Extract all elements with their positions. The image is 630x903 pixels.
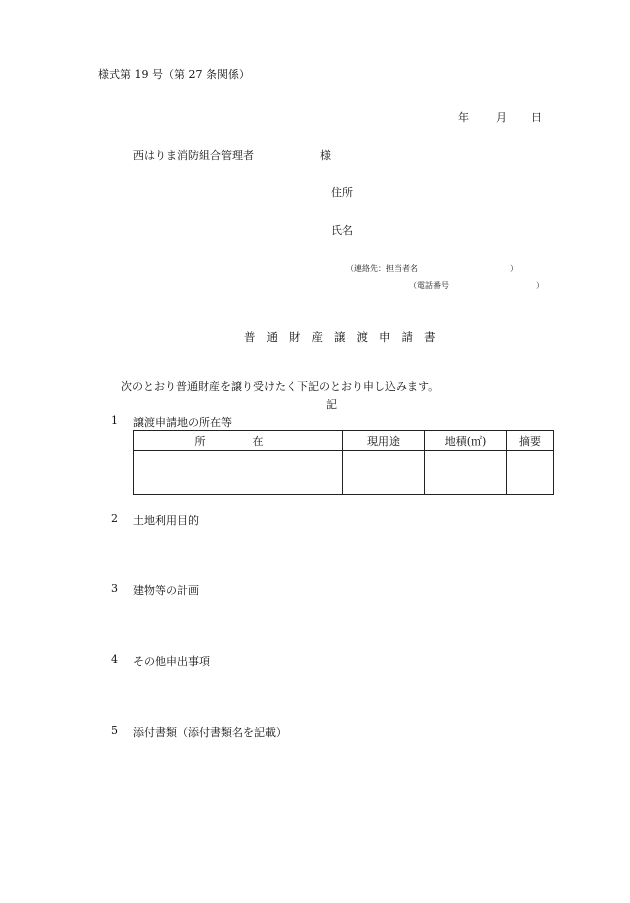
phone-close: ） — [536, 281, 544, 290]
header-location: 所 在 — [134, 431, 343, 451]
intro-text: 次のとおり普通財産を譲り受けたく下記のとおり申し込みます。 — [121, 380, 440, 393]
section-4-number: 4 — [111, 653, 118, 666]
ki-label: 記 — [326, 398, 337, 411]
form-number: 様式第 19 号（第 27 条関係） — [98, 68, 250, 81]
header-area: 地積(㎡) — [425, 431, 507, 451]
header-remarks: 摘要 — [507, 431, 554, 451]
section-3-label: 建物等の計画 — [133, 584, 199, 597]
cell-current-use[interactable] — [343, 451, 425, 495]
address-label: 住所 — [331, 186, 353, 199]
date-day: 日 — [531, 111, 542, 124]
table-row — [134, 451, 554, 495]
cell-area[interactable] — [425, 451, 507, 495]
name-label: 氏名 — [331, 224, 353, 237]
section-5-label: 添付書類（添付書類名を記載） — [133, 726, 287, 739]
date-year: 年 — [458, 111, 469, 124]
header-current-use: 現用途 — [343, 431, 425, 451]
addressee: 西はりま消防組合管理者 — [133, 149, 254, 162]
table-header-row — [134, 431, 554, 451]
section-1-number: 1 — [111, 414, 118, 427]
contact-label: （連絡先：担当者名 — [346, 264, 418, 273]
phone-label: （電話番号 — [409, 281, 449, 290]
contact-close: ） — [510, 264, 518, 273]
section-1-label: 譲渡申請地の所在等 — [133, 416, 232, 429]
section-2-number: 2 — [111, 512, 118, 525]
section-5-number: 5 — [111, 724, 118, 737]
property-table — [133, 430, 554, 495]
document-title: 普通財産譲渡申請書 — [244, 330, 447, 344]
date-month: 月 — [496, 111, 507, 124]
cell-location[interactable] — [134, 451, 343, 495]
honorific: 様 — [320, 149, 331, 162]
section-3-number: 3 — [111, 582, 118, 595]
cell-remarks[interactable] — [507, 451, 554, 495]
section-2-label: 土地利用目的 — [133, 514, 199, 527]
section-4-label: その他申出事項 — [133, 655, 210, 668]
